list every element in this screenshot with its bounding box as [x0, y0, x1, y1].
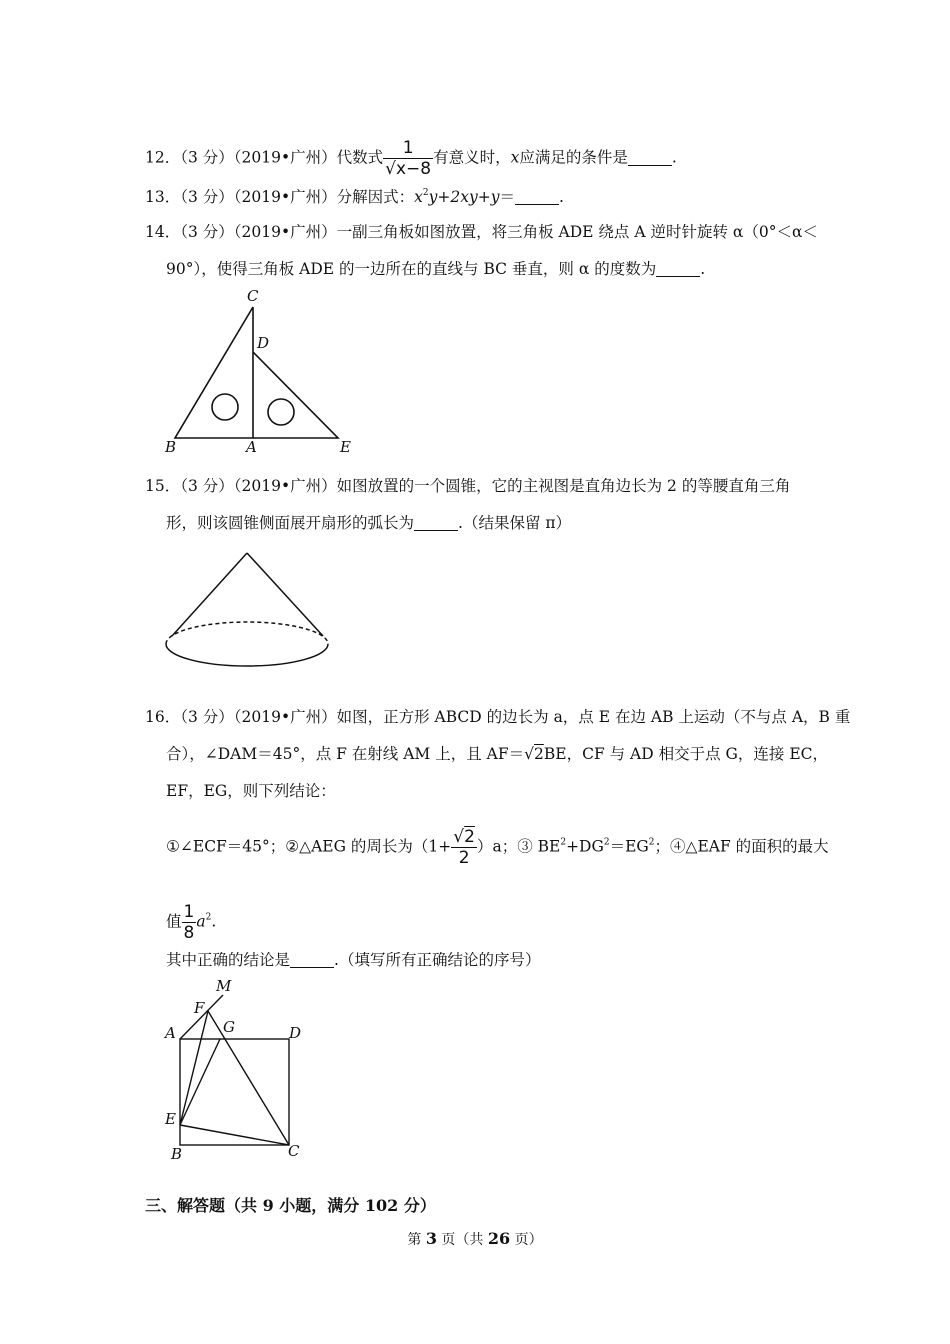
section-heading: 三、解答题（共 9 小题，满分 102 分）: [145, 1196, 436, 1215]
answer-blank[interactable]: [656, 262, 700, 277]
question-14-line2: 90°），使得三角板 ADE 的一边所在的直线与 BC 垂直，则 α 的度数为 .: [166, 260, 706, 278]
label-m: M: [216, 977, 232, 995]
question-16-ask: 其中正确的结论是 .（填写所有正确结论的序号）: [166, 951, 541, 969]
label-a: A: [165, 1024, 176, 1042]
fraction: $\frac{√2}{2}$: [453, 827, 475, 868]
fraction: $\frac{1}{8}$: [183, 902, 195, 943]
answer-blank[interactable]: [628, 151, 672, 166]
question-15: 15．（3 分）（2019•广州）如图放置的一个圆锥，它的主视图是直角边长为 2 的等腰直角三角: [145, 477, 791, 495]
question-16: 16．（3 分）（2019•广州）如图，正方形 ABCD 的边长为 a，点 E 在边 AB 上运动（不与点 A，B 重: [145, 708, 851, 726]
cone-figure: [160, 545, 335, 675]
label-e: E: [165, 1110, 176, 1128]
label-d: D: [289, 1024, 302, 1042]
question-12: 12．（3 分）（2019•广州）代数式 $\frac{1}{√x-8}$ 有意义时，x应满足的条件是 .: [145, 138, 677, 179]
answer-blank[interactable]: [414, 516, 458, 531]
label-b: B: [165, 438, 177, 456]
answer-blank[interactable]: [290, 953, 334, 968]
page-footer: 第 3 页（共 26 页）: [407, 1229, 543, 1248]
label-e: E: [340, 438, 351, 456]
label-d: D: [257, 334, 270, 352]
triangle-boards-figure: [160, 285, 360, 460]
answer-blank[interactable]: [515, 190, 559, 205]
label-b: B: [171, 1145, 183, 1163]
label-g: G: [223, 1018, 235, 1036]
label-c: C: [247, 287, 259, 305]
question-15-line2: 形，则该圆锥侧面展开扇形的弧长为 .（结果保留 π）: [166, 514, 572, 532]
question-16-max-value: 值 $\frac{1}{8}$ $a^2$.: [166, 902, 217, 943]
triangle-abc: [175, 307, 253, 438]
label-a: A: [246, 438, 257, 456]
label-c: C: [288, 1142, 300, 1160]
triangle-ade: [253, 352, 338, 438]
question-13: 13．（3 分）（2019•广州）分解因式：$x^2y+2xy+y=$ .: [145, 188, 564, 206]
square-figure: [160, 975, 320, 1170]
question-16-conclusions: ①∠ECF＝45°；②△AEG 的周长为（1+ $\frac{√2}{2}$ ）a；③ $BE^2+DG^2=EG^2$；④△EAF 的面积的最大: [166, 827, 829, 868]
fraction: $\frac{1}{√x-8}$: [385, 138, 432, 179]
label-f: F: [194, 999, 205, 1017]
question-16-line3: EF，EG，则下列结论：: [166, 782, 336, 800]
question-14: 14．（3 分）（2019•广州）一副三角板如图放置，将三角板 ADE 绕点 A 逆时针旋转 α（0°＜α＜: [145, 223, 818, 241]
question-16-line2: 合），∠DAM＝45°，点 F 在射线 AM 上，且 AF＝√2BE，CF 与 AD 相交于点 G，连接 EC，: [166, 745, 829, 763]
